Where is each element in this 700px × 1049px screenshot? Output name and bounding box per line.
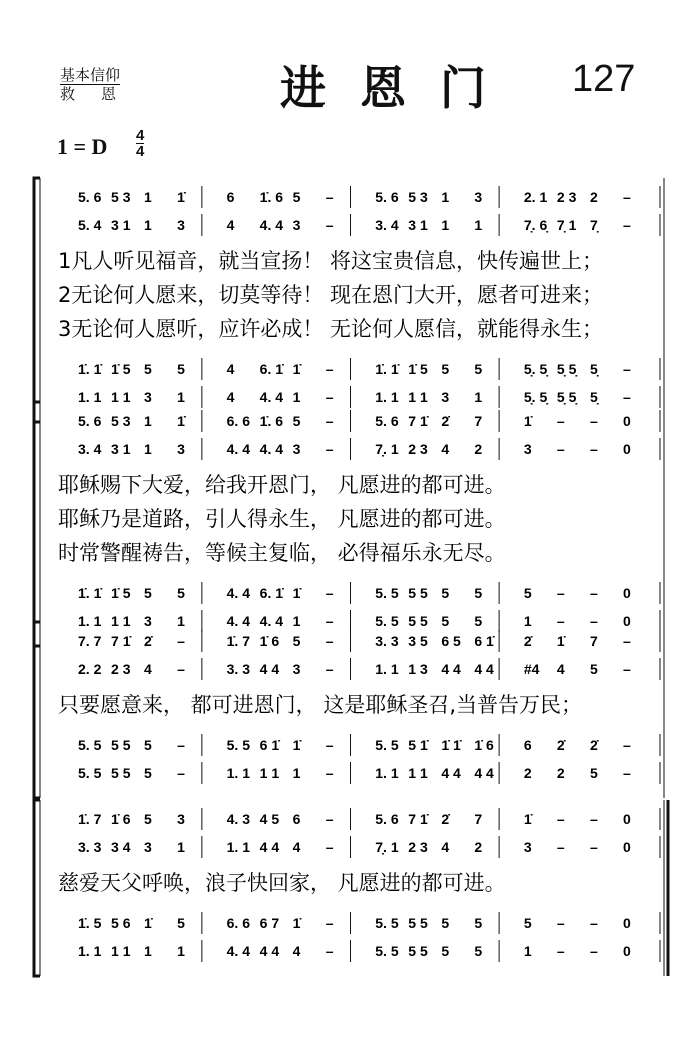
note-0-0-6: 1̇. 6 xyxy=(259,189,284,205)
note-3-3-1: 1 1 xyxy=(111,943,131,959)
note-0-2-16: 5̣ 5̣ xyxy=(556,361,577,377)
note-0-1-6: 4. 4 xyxy=(259,217,284,233)
note-1-1-2: 1 xyxy=(144,441,152,457)
note-3-1-2: 3 xyxy=(144,839,152,855)
note-3-0-7: 6 xyxy=(292,811,301,827)
note-2-2-2: 5 xyxy=(144,737,152,753)
lyric-line-1-3: 3无论何人愿听，应许必成！ 无论何人愿信，就能得永生； xyxy=(58,317,604,341)
system-4 xyxy=(34,800,668,976)
note-2-3-2: 5 xyxy=(144,765,152,781)
note-2-2-7: 1̇ xyxy=(292,737,301,753)
note-3-2-11: 5 5 xyxy=(408,915,428,931)
note-0-0-3: 1̇ xyxy=(177,189,185,205)
note-1-1-1: 3 1 xyxy=(111,441,131,457)
note-2-0-12: 6 5 xyxy=(441,633,461,649)
note-0-2-17: 5̣ xyxy=(589,361,598,377)
note-0-1-13: 1 xyxy=(474,217,483,233)
note-2-0-5: 1̇. 7 xyxy=(226,633,250,649)
note-2-1-7: 3 xyxy=(292,661,301,677)
system-1 xyxy=(34,178,664,422)
note-0-0-12: 1 xyxy=(441,189,450,205)
note-1-0-6: 1̇. 6 xyxy=(259,413,284,429)
note-0-0-11: 5 3 xyxy=(408,189,428,205)
note-0-3-12: 3 xyxy=(441,389,450,405)
lyric-line-2-1: 耶稣赐下大爱，给我开恩门， 凡愿进的都可进。 xyxy=(58,473,506,497)
note-3-2-18: 0 xyxy=(622,915,631,931)
note-0-1-0: 5. 4 xyxy=(78,217,102,233)
note-2-1-13: 4 4 xyxy=(474,661,494,677)
note-0-0-10: 5. 6 xyxy=(375,189,399,205)
note-3-1-7: 4 xyxy=(292,839,301,855)
lyric-line-1-1: 1凡人听见福音，就当宣扬！ 将这宝贵信息，快传遍世上； xyxy=(58,249,604,273)
note-3-0-12: 2̇ xyxy=(441,811,450,827)
note-0-2-13: 5 xyxy=(474,361,483,377)
note-2-3-15: 2 xyxy=(523,765,532,781)
note-1-3-15: 1 xyxy=(523,613,532,629)
note-2-3-16: 2 xyxy=(556,765,565,781)
note-2-3-17: 5 xyxy=(589,765,598,781)
note-2-1-17: 5 xyxy=(589,661,598,677)
note-2-3-0: 5. 5 xyxy=(78,765,102,781)
note-2-3-8: – xyxy=(325,765,334,781)
note-0-0-1: 5 3 xyxy=(111,189,131,205)
note-3-3-16: – xyxy=(556,943,565,959)
note-2-2-11: 5 1̇ xyxy=(408,737,428,753)
note-2-0-15: 2̇ xyxy=(523,633,532,649)
note-3-3-3: 1 xyxy=(177,943,185,959)
lyric-line-1-2: 2无论何人愿来，切莫等待！ 现在恩门大开，愿者可进来； xyxy=(58,283,604,307)
note-3-1-16: – xyxy=(556,839,565,855)
note-2-1-16: 4 xyxy=(556,661,565,677)
note-3-2-5: 6. 6 xyxy=(226,915,250,931)
note-1-3-10: 5. 5 xyxy=(375,613,399,629)
category-line-1: 基本信仰 xyxy=(60,66,121,84)
note-2-3-3: – xyxy=(177,765,185,781)
note-1-1-0: 3. 4 xyxy=(78,441,102,457)
note-0-1-1: 3 1 xyxy=(111,217,131,233)
note-1-0-7: 5 xyxy=(292,413,301,429)
time-denominator: 4 xyxy=(136,143,145,160)
time-numerator: 4 xyxy=(136,127,145,144)
note-1-3-18: 0 xyxy=(622,613,631,629)
note-2-0-7: 5 xyxy=(292,633,301,649)
note-1-0-10: 5. 6 xyxy=(375,413,399,429)
note-2-2-10: 5. 5 xyxy=(375,737,399,753)
note-0-1-10: 3. 4 xyxy=(375,217,399,233)
note-3-1-15: 3 xyxy=(523,839,532,855)
note-1-0-3: 1̇ xyxy=(177,413,185,429)
note-2-0-18: – xyxy=(622,633,631,649)
note-1-3-17: – xyxy=(589,613,598,629)
note-3-3-18: 0 xyxy=(622,943,631,959)
system-bracket xyxy=(34,800,40,976)
note-2-3-6: 1 1 xyxy=(259,765,280,781)
note-2-0-16: 1̇ xyxy=(556,633,565,649)
note-2-2-12: 1̇ 1̇ xyxy=(441,737,461,753)
note-0-2-12: 5 xyxy=(441,361,450,377)
note-1-3-16: – xyxy=(556,613,565,629)
note-3-3-15: 1 xyxy=(523,943,532,959)
note-1-0-11: 7 1̇ xyxy=(408,413,428,429)
note-2-0-3: – xyxy=(177,633,185,649)
note-3-0-5: 4. 3 xyxy=(226,811,250,827)
note-3-3-10: 5. 5 xyxy=(375,943,399,959)
note-3-3-7: 4 xyxy=(292,943,301,959)
note-2-1-0: 2. 2 xyxy=(78,661,102,677)
note-2-0-8: – xyxy=(325,633,334,649)
note-0-0-2: 1 xyxy=(144,189,152,205)
lyric-line-2-2: 耶稣乃是道路，引人得永生， 凡愿进的都可进。 xyxy=(58,507,506,531)
note-1-1-18: 0 xyxy=(622,441,631,457)
note-2-0-1: 7 1̇ xyxy=(111,633,131,649)
note-2-1-15: #4 xyxy=(523,661,540,677)
note-1-2-7: 1̇ xyxy=(292,585,301,601)
note-3-0-2: 5 xyxy=(144,811,152,827)
note-3-1-0: 3. 3 xyxy=(78,839,102,855)
note-1-0-1: 5 3 xyxy=(111,413,131,429)
note-0-1-17: 7̣ xyxy=(589,217,598,233)
note-3-1-17: – xyxy=(589,839,598,855)
note-0-2-6: 6. 1̇ xyxy=(259,361,284,377)
note-1-1-10: 7̣. 1 xyxy=(375,441,399,457)
note-3-2-2: 1̇ xyxy=(144,915,152,931)
note-2-1-10: 1. 1 xyxy=(375,661,399,677)
note-3-0-3: 3 xyxy=(177,811,185,827)
note-3-1-1: 3 4 xyxy=(111,839,131,855)
note-1-0-13: 7 xyxy=(474,413,483,429)
note-2-0-11: 3 5 xyxy=(408,633,428,649)
note-0-2-3: 5 xyxy=(177,361,185,377)
note-3-3-2: 1 xyxy=(144,943,152,959)
note-1-3-6: 4. 4 xyxy=(259,613,284,629)
note-1-0-12: 2̇ xyxy=(441,413,450,429)
note-3-0-16: – xyxy=(556,811,565,827)
note-0-1-16: 7̣ 1 xyxy=(556,217,577,233)
note-3-2-3: 5 xyxy=(177,915,185,931)
note-2-0-10: 3. 3 xyxy=(375,633,399,649)
note-0-2-10: 1̇. 1̇ xyxy=(375,361,399,377)
category-line-2: 救恩 xyxy=(60,85,143,103)
note-1-2-0: 1̇. 1̇ xyxy=(78,585,102,601)
note-1-0-0: 5. 6 xyxy=(78,413,102,429)
note-1-3-5: 4. 4 xyxy=(226,613,250,629)
note-1-2-6: 6. 1̇ xyxy=(259,585,284,601)
note-0-0-5: 6 xyxy=(226,189,235,205)
note-0-1-3: 3 xyxy=(177,217,185,233)
note-2-2-18: – xyxy=(622,737,631,753)
note-3-0-1: 1̇ 6 xyxy=(111,811,131,827)
note-0-2-1: 1̇ 5 xyxy=(111,361,131,377)
note-3-1-13: 2 xyxy=(474,839,483,855)
note-3-1-3: 1 xyxy=(177,839,185,855)
note-0-2-11: 1̇ 5 xyxy=(408,361,428,377)
note-2-1-18: – xyxy=(622,661,631,677)
note-0-3-7: 1 xyxy=(292,389,301,405)
note-1-1-17: – xyxy=(589,441,598,457)
note-0-1-11: 3 1 xyxy=(408,217,428,233)
note-3-1-6: 4 4 xyxy=(259,839,280,855)
note-2-1-5: 3. 3 xyxy=(226,661,250,677)
note-3-2-0: 1̇. 5 xyxy=(78,915,102,931)
note-2-2-3: – xyxy=(177,737,185,753)
note-0-2-18: – xyxy=(622,361,631,377)
note-2-2-17: 2̇ xyxy=(589,737,598,753)
note-0-3-3: 1 xyxy=(177,389,185,405)
system-2 xyxy=(34,402,664,646)
note-3-2-17: – xyxy=(589,915,598,931)
note-1-3-11: 5 5 xyxy=(408,613,428,629)
note-1-3-1: 1 1 xyxy=(111,613,131,629)
note-0-1-5: 4 xyxy=(226,217,235,233)
note-2-3-11: 1 1 xyxy=(408,765,428,781)
note-2-3-12: 4 4 xyxy=(441,765,461,781)
note-2-2-6: 6 1̇ xyxy=(259,737,280,753)
note-1-1-15: 3 xyxy=(523,441,532,457)
lyric-line-4-1: 慈爱天父呼唤，浪子快回家， 凡愿进的都可进。 xyxy=(58,871,506,895)
note-1-1-11: 2 3 xyxy=(408,441,428,457)
note-1-2-5: 4. 4 xyxy=(226,585,250,601)
note-1-2-2: 5 xyxy=(144,585,152,601)
note-1-3-8: – xyxy=(325,613,334,629)
note-2-1-1: 2 3 xyxy=(111,661,131,677)
note-3-0-6: 4 5 xyxy=(259,811,280,827)
note-3-2-13: 5 xyxy=(474,915,483,931)
note-1-2-13: 5 xyxy=(474,585,483,601)
key-signature: 1 = D xyxy=(57,134,108,159)
note-3-0-11: 7 1̇ xyxy=(408,811,428,827)
note-1-3-2: 3 xyxy=(144,613,152,629)
note-1-0-8: – xyxy=(325,413,334,429)
note-1-2-16: – xyxy=(556,585,565,601)
note-3-2-7: 1̇ xyxy=(292,915,301,931)
note-3-2-16: – xyxy=(556,915,565,931)
system-bracket xyxy=(34,178,40,422)
note-2-1-2: 4 xyxy=(144,661,152,677)
note-2-1-6: 4 4 xyxy=(259,661,280,677)
note-1-0-5: 6. 6 xyxy=(226,413,250,429)
note-0-0-16: 2 3 xyxy=(556,189,577,205)
note-1-2-15: 5 xyxy=(523,585,532,601)
note-0-1-18: – xyxy=(622,217,631,233)
note-2-1-11: 1 3 xyxy=(408,661,428,677)
note-1-1-3: 3 xyxy=(177,441,185,457)
note-3-0-13: 7 xyxy=(474,811,483,827)
hymn-number: 127 xyxy=(572,58,636,100)
note-1-1-6: 4. 4 xyxy=(259,441,284,457)
note-2-0-6: 1̇ 6 xyxy=(259,633,280,649)
note-3-1-11: 2 3 xyxy=(408,839,428,855)
note-1-3-12: 5 xyxy=(441,613,450,629)
note-3-3-11: 5 5 xyxy=(408,943,428,959)
note-0-3-10: 1. 1 xyxy=(375,389,399,405)
note-3-1-18: 0 xyxy=(622,839,631,855)
note-2-2-15: 6 xyxy=(523,737,532,753)
note-2-3-18: – xyxy=(622,765,631,781)
note-2-1-12: 4 4 xyxy=(441,661,461,677)
note-2-3-13: 4 4 xyxy=(474,765,494,781)
note-1-2-11: 5 5 xyxy=(408,585,428,601)
note-0-1-12: 1 xyxy=(441,217,450,233)
note-3-0-18: 0 xyxy=(622,811,631,827)
note-3-3-6: 4 4 xyxy=(259,943,280,959)
note-0-3-2: 3 xyxy=(144,389,152,405)
note-2-0-2: 2̇ xyxy=(144,633,152,649)
note-1-0-18: 0 xyxy=(622,413,631,429)
note-2-2-8: – xyxy=(325,737,334,753)
note-3-0-10: 5. 6 xyxy=(375,811,399,827)
note-1-1-7: 3 xyxy=(292,441,301,457)
note-2-1-8: – xyxy=(325,661,334,677)
note-3-0-15: 1̇ xyxy=(523,811,532,827)
note-0-3-5: 4 xyxy=(226,389,235,405)
note-3-3-13: 5 xyxy=(474,943,483,959)
note-2-0-0: 7. 7 xyxy=(78,633,102,649)
note-2-2-5: 5. 5 xyxy=(226,737,250,753)
note-0-3-6: 4. 4 xyxy=(259,389,284,405)
note-1-2-3: 5 xyxy=(177,585,185,601)
note-2-2-1: 5 5 xyxy=(111,737,131,753)
system-bracket xyxy=(34,402,40,646)
hymn-title: 进恩门 xyxy=(280,61,520,115)
note-1-1-13: 2 xyxy=(474,441,483,457)
system-bracket xyxy=(34,622,40,798)
note-1-2-17: – xyxy=(589,585,598,601)
note-3-0-17: – xyxy=(589,811,598,827)
note-2-3-10: 1. 1 xyxy=(375,765,399,781)
note-1-2-12: 5 xyxy=(441,585,450,601)
note-0-1-15: 7̣. 6̣ xyxy=(523,217,548,233)
note-3-2-15: 5 xyxy=(523,915,532,931)
note-3-1-8: – xyxy=(325,839,334,855)
note-0-3-11: 1 1 xyxy=(408,389,428,405)
note-2-1-3: – xyxy=(177,661,185,677)
note-0-3-1: 1 1 xyxy=(111,389,131,405)
note-1-0-17: – xyxy=(589,413,598,429)
note-0-3-0: 1. 1 xyxy=(78,389,102,405)
note-2-2-13: 1̇ 6 xyxy=(474,737,494,753)
note-3-1-10: 7̣. 1 xyxy=(375,839,399,855)
note-3-0-0: 1̇. 7 xyxy=(78,811,102,827)
note-1-0-16: – xyxy=(556,413,565,429)
note-0-0-7: 5 xyxy=(292,189,301,205)
note-1-2-10: 5. 5 xyxy=(375,585,399,601)
note-2-3-1: 5 5 xyxy=(111,765,131,781)
note-2-2-0: 5. 5 xyxy=(78,737,102,753)
note-0-3-15: 5̣. 5̣ xyxy=(523,389,548,405)
note-2-0-17: 7 xyxy=(589,633,598,649)
note-0-3-16: 5̣ 5̣ xyxy=(556,389,577,405)
note-3-2-1: 5 6 xyxy=(111,915,131,931)
note-3-3-5: 4. 4 xyxy=(226,943,250,959)
note-1-1-8: – xyxy=(325,441,334,457)
note-0-2-0: 1̇. 1̇ xyxy=(78,361,102,377)
note-0-3-17: 5̣ xyxy=(589,389,598,405)
system-3 xyxy=(34,622,664,798)
note-3-2-8: – xyxy=(325,915,334,931)
lyric-line-3-1: 只要愿意来， 都可进恩门， 这是耶稣圣召,当普告万民； xyxy=(58,693,583,717)
note-0-0-8: – xyxy=(325,189,334,205)
note-3-2-10: 5. 5 xyxy=(375,915,399,931)
note-2-0-13: 6 1̇ xyxy=(474,633,494,649)
note-0-0-17: 2 xyxy=(589,189,598,205)
note-0-3-8: – xyxy=(325,389,334,405)
note-1-3-3: 1 xyxy=(177,613,185,629)
note-0-2-5: 4 xyxy=(226,361,235,377)
note-1-1-16: – xyxy=(556,441,565,457)
note-1-0-15: 1̇ xyxy=(523,413,532,429)
note-3-2-6: 6 7 xyxy=(259,915,280,931)
note-0-1-2: 1 xyxy=(144,217,152,233)
note-3-2-12: 5 xyxy=(441,915,450,931)
note-0-2-2: 5 xyxy=(144,361,152,377)
note-3-3-17: – xyxy=(589,943,598,959)
note-0-2-7: 1̇ xyxy=(292,361,301,377)
lyric-line-2-3: 时常警醒祷告，等候主复临， 必得福乐永无尽。 xyxy=(58,541,506,565)
note-0-3-13: 1 xyxy=(474,389,483,405)
note-0-2-15: 5̣. 5̣ xyxy=(523,361,548,377)
note-1-2-18: 0 xyxy=(622,585,631,601)
note-3-3-12: 5 xyxy=(441,943,450,959)
note-3-0-8: – xyxy=(325,811,334,827)
note-1-3-0: 1. 1 xyxy=(78,613,102,629)
note-1-3-7: 1 xyxy=(292,613,301,629)
note-3-3-0: 1. 1 xyxy=(78,943,102,959)
note-1-3-13: 5 xyxy=(474,613,483,629)
note-1-2-1: 1̇ 5 xyxy=(111,585,131,601)
note-1-2-8: – xyxy=(325,585,334,601)
note-0-0-13: 3 xyxy=(474,189,483,205)
note-0-1-8: – xyxy=(325,217,334,233)
note-2-2-16: 2̇ xyxy=(556,737,565,753)
note-0-0-18: – xyxy=(622,189,631,205)
note-2-3-5: 1. 1 xyxy=(226,765,250,781)
note-1-1-5: 4. 4 xyxy=(226,441,250,457)
note-3-1-12: 4 xyxy=(441,839,450,855)
note-0-0-15: 2. 1 xyxy=(523,189,548,205)
note-0-1-7: 3 xyxy=(292,217,301,233)
note-0-3-18: – xyxy=(622,389,631,405)
note-0-0-0: 5. 6 xyxy=(78,189,102,205)
note-3-3-8: – xyxy=(325,943,334,959)
note-0-2-8: – xyxy=(325,361,334,377)
note-2-3-7: 1 xyxy=(292,765,301,781)
note-1-0-2: 1 xyxy=(144,413,152,429)
note-3-1-5: 1. 1 xyxy=(226,839,250,855)
note-1-1-12: 4 xyxy=(441,441,450,457)
